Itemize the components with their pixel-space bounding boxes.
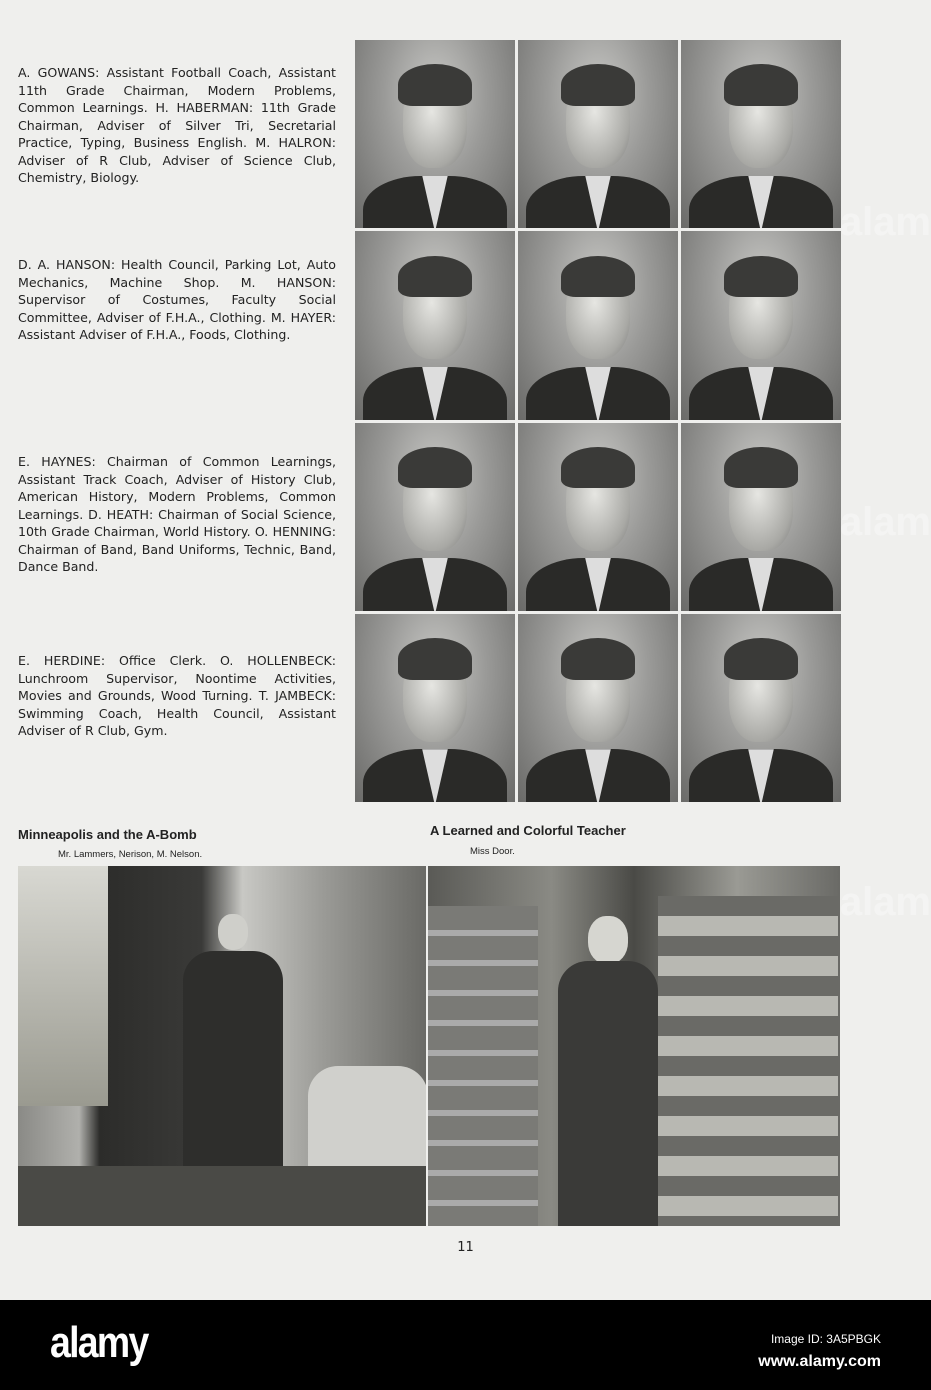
classroom-photo bbox=[18, 866, 426, 1226]
faculty-portrait bbox=[518, 40, 678, 228]
faculty-portrait bbox=[355, 614, 515, 802]
faculty-portrait bbox=[681, 423, 841, 611]
watermark-side-text: alam bbox=[839, 200, 931, 244]
page-number: 11 bbox=[457, 1240, 474, 1255]
faculty-portrait-grid bbox=[355, 40, 841, 802]
image-id: Image ID: 3A5PBGK bbox=[770, 1332, 881, 1346]
faculty-portrait bbox=[681, 231, 841, 419]
bio-block-3: E. HAYNES: Chairman of Common Learnings, Assistant Track Coach, Adviser of History Club, American History, Modern Problems, Common Learnings. D. HEATH: Chairman of Social Science, 10th Grade Chairman, World History. O. HENNING: Chairman of Band, Band Uniforms, Technic, Band, Dance Band. bbox=[18, 454, 336, 574]
caption-title-right: A Learned and Colorful Teacher bbox=[430, 823, 626, 838]
website-link[interactable]: www.alamy.com bbox=[758, 1353, 881, 1370]
bio-block-4: E. HERDINE: Office Clerk. O. HOLLENBECK: Lunchroom Supervisor, Noontime Activities, Movies and Grounds, Wood Turning. T. JAMBECK: Swimming Coach, Health Council, Assistant Adviser of R Club, Gym. bbox=[18, 653, 336, 738]
faculty-portrait bbox=[518, 614, 678, 802]
caption-subtitle-right: Miss Door. bbox=[470, 846, 515, 857]
faculty-portrait bbox=[355, 423, 515, 611]
faculty-portrait bbox=[355, 40, 515, 228]
alamy-logo: alamy bbox=[50, 1318, 148, 1367]
bio-block-1: A. GOWANS: Assistant Football Coach, Assistant 11th Grade Chairman, Modern Problems, Common Learnings. H. HABERMAN: 11th Grade Chairman, Adviser of Silver Tri, Secretarial Practice, Typing, Business English. M. HALRON: Adviser of R Club, Adviser of Science Club, Chemistry, Biology. bbox=[18, 65, 336, 185]
faculty-portrait bbox=[355, 231, 515, 419]
faculty-portrait bbox=[518, 423, 678, 611]
faculty-portrait bbox=[681, 614, 841, 802]
stock-footer bbox=[0, 1300, 931, 1390]
caption-subtitle-left: Mr. Lammers, Nerison, M. Nelson. bbox=[58, 849, 203, 860]
watermark-side-text: alam bbox=[839, 500, 931, 544]
faculty-portrait bbox=[518, 231, 678, 419]
bio-block-2: D. A. HANSON: Health Council, Parking Lot, Auto Mechanics, Machine Shop. M. HANSON: Supervisor of Costumes, Faculty Social Committee, Adviser of F.H.A., Clothing. M. HAYER: Assistant Adviser of F.H.A., Foods, Clothing. bbox=[18, 257, 336, 342]
faculty-portrait bbox=[681, 40, 841, 228]
caption-title-left: Minneapolis and the A-Bomb bbox=[18, 827, 197, 842]
library-photo bbox=[428, 866, 840, 1226]
watermark-side-text: alam bbox=[839, 880, 931, 924]
